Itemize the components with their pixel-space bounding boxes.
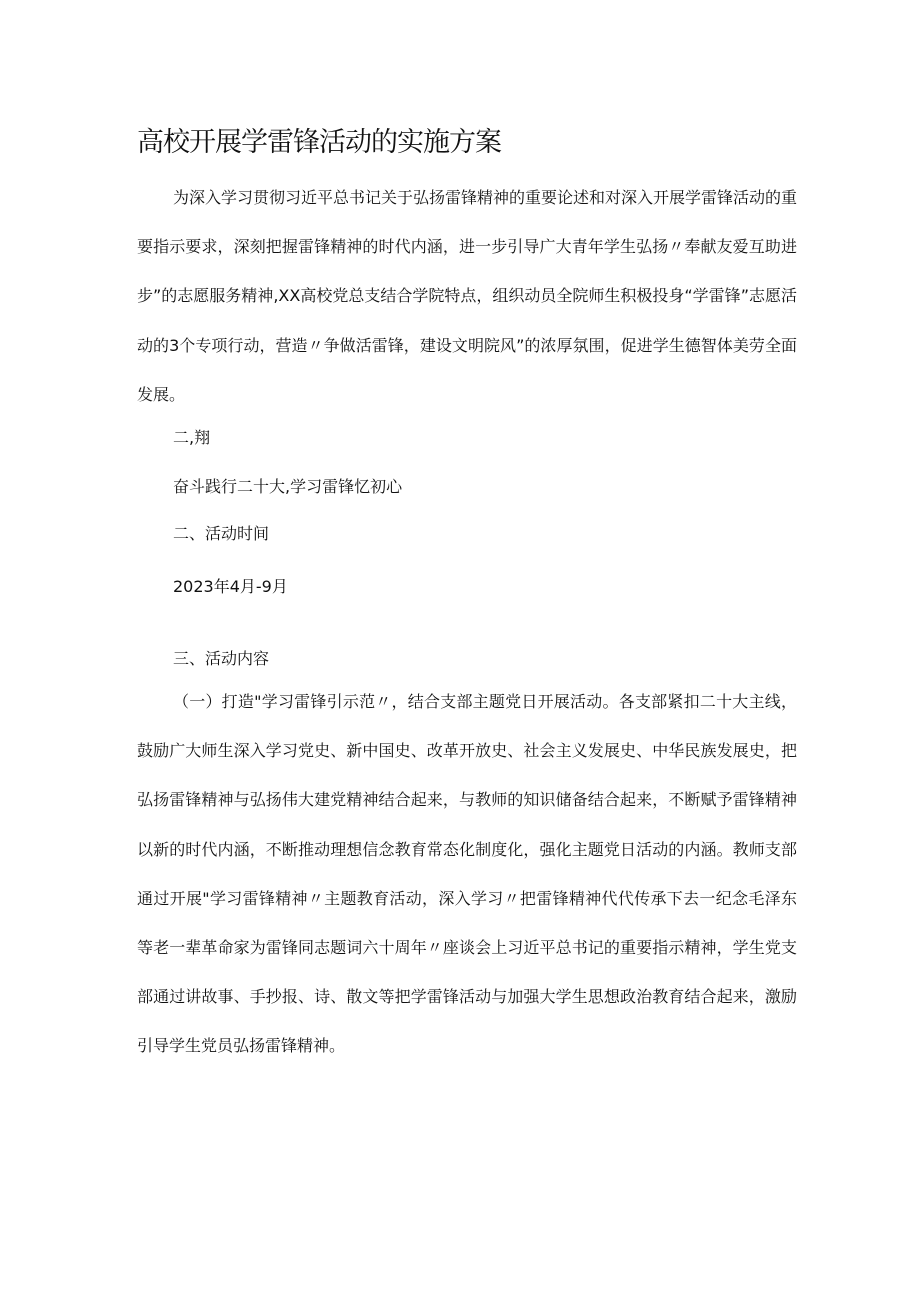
theme-text: 奋斗践行二十大,学习雷锋忆初心 — [173, 477, 403, 496]
time-heading: 二、活动时间 — [173, 524, 270, 543]
section-1-paragraph: （一）打造"学习雷锋引示范〃，结合支部主题党日开展活动。各支部紧扣二十大主线，鼓励广大师生深入学习党史、新中国史、改革开放史、社会主义发展史、中华民族发展史，把弘扬雷锋精神与弘扬伟大建党精神结合起来，与教师的知识储备结合起来，不断赋予雷锋精神以新的时代内涵，不断推动理想信念教育常态化制度化，强化主题党日活动的内涵。教师支部通过开展"学习雷锋精神〃主题教育活动，深入学习〃把雷锋精神代代传承下去一纪念毛泽东等老一辈革命家为雷锋同志题词六十周年〃座谈会上习近平总书记的重要指示精神，学生党支部通过讲故事、手抄报、诗、散文等把学雷锋活动与加强大学生思想政治教育结合起来，激励引导学生党员弘扬雷锋精神。 — [137, 692, 797, 1056]
document-title: 高校开展学雷锋活动的实施方案 — [137, 127, 501, 158]
intro-paragraph: 为深入学习贯彻习近平总书记关于弘扬雷锋精神的重要论述和对深入开展学雷锋活动的重要指示要求，深刻把握雷锋精神的时代内涵，进一步引导广大青年学生弘扬〃奉献友爱互助进步”的志愿服务精神,XX高校党总支结合学院特点，组织动员全院师生积极投身“学雷锋”志愿活动的3个专项行动，营造〃争做活雷锋，建设文明院风”的浓厚氛围，促进学生德智体美劳全面发展。 — [137, 188, 798, 404]
content-heading: 三、活动内容 — [173, 649, 270, 668]
time-text: 2023年4月-9月 — [173, 577, 288, 596]
theme-heading: 二,翔 — [173, 428, 211, 447]
